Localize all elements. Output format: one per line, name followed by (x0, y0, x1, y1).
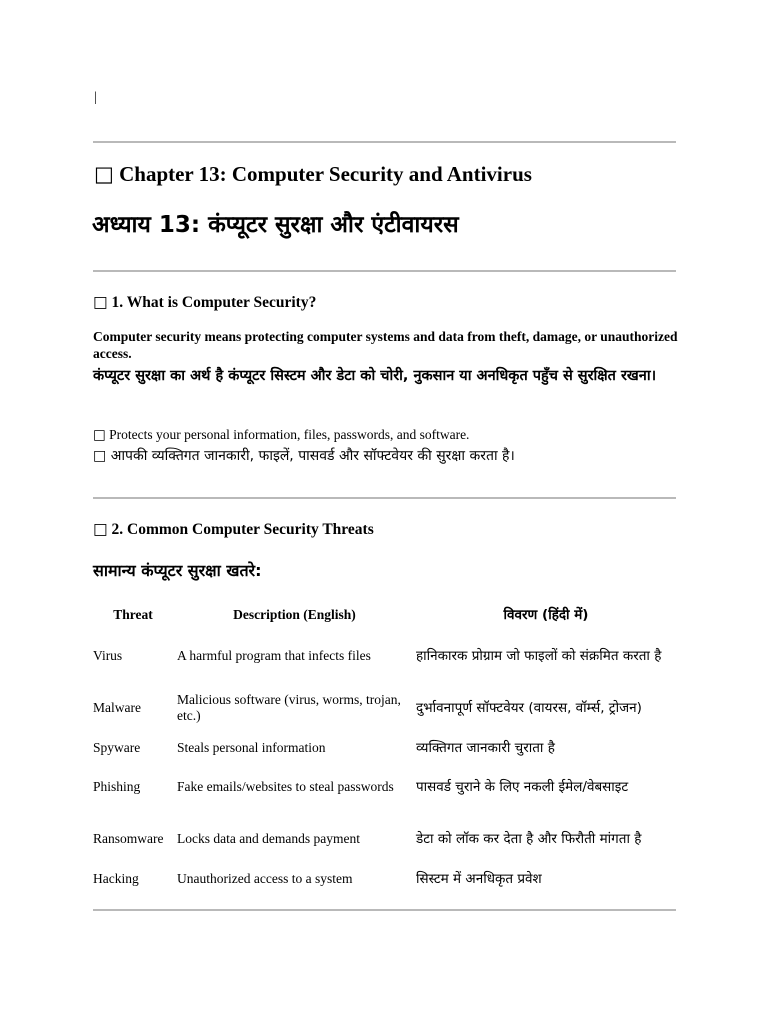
box-icon: □ (93, 293, 108, 311)
threat-desc-hindi: डेटा को लॉक कर देता है और फिरौती मांगता है (416, 831, 642, 847)
table-row (91, 813, 678, 865)
point-english-text: Protects your personal information, files, passwords, and software. (109, 427, 470, 442)
definition-english: Computer security means protecting computer systems and data from theft, damage, or unauthorized access. (93, 329, 678, 361)
divider (93, 909, 676, 911)
threats-subtitle-hindi: सामान्य कंप्यूटर सुरक्षा खतरे: (93, 561, 262, 580)
threat-desc-english: Malicious software (virus, worms, trojan, etc.) (177, 692, 401, 723)
point-english (93, 427, 469, 443)
threat-name: Virus (93, 648, 123, 663)
point-hindi-text: आपकी व्यक्तिगत जानकारी, फाइलें, पासवर्ड और सॉफ्टवेयर की सुरक्षा करता है। (110, 448, 515, 464)
header-description-hindi: विवरण (हिंदी में) (503, 607, 589, 623)
box-icon: □ (94, 162, 114, 186)
chapter-title-hindi: अध्याय 13: कंप्यूटर सुरक्षा और एंटीवायरस (92, 212, 459, 238)
table-row (91, 865, 678, 892)
box-icon: □ (93, 520, 108, 538)
table-row (91, 761, 678, 813)
section-2-title (93, 520, 374, 539)
threat-desc-hindi: दुर्भावनापूर्ण सॉफ्टवेयर (वायरस, वॉर्म्स, ट्रोजन) (416, 700, 642, 716)
table-row (91, 682, 678, 734)
section-1-title-text: 1. What is Computer Security? (111, 294, 317, 311)
box-icon: □ (93, 427, 106, 443)
threat-desc-hindi: पासवर्ड चुराने के लिए नकली ईमेल/वेबसाइट (416, 779, 629, 795)
definition-hindi: कंप्यूटर सुरक्षा का अर्थ है कंप्यूटर सिस्टम और डेटा को चोरी, नुकसान या अनधिकृत पहुँच से सुरक्षित रखना। (93, 368, 657, 384)
threats-table (91, 600, 678, 892)
threat-name: Malware (93, 700, 141, 715)
threat-desc-english: Steals personal information (177, 739, 326, 755)
chapter-title (94, 162, 532, 187)
box-icon: □ (93, 448, 107, 464)
section-2-title-text: 2. Common Computer Security Threats (111, 521, 374, 538)
threat-desc-hindi: हानिकारक प्रोग्राम जो फाइलों को संक्रमित करता है (416, 648, 662, 664)
table-header-row (91, 600, 678, 630)
threat-desc-english: A harmful program that infects files (177, 648, 371, 663)
table-row (91, 734, 678, 761)
header-description-english: Description (English) (233, 607, 356, 622)
divider (93, 497, 676, 499)
section-1-title (93, 293, 316, 312)
divider (93, 141, 676, 143)
text-cursor-mark: | (94, 90, 97, 105)
threat-desc-hindi: सिस्टम में अनधिकृत प्रवेश (416, 870, 542, 887)
divider (93, 270, 676, 272)
header-threat: Threat (113, 607, 153, 622)
threat-name: Spyware (93, 739, 141, 755)
threat-desc-english: Fake emails/websites to steal passwords (177, 779, 394, 794)
threat-name: Ransomware (93, 831, 164, 846)
threat-name: Hacking (93, 870, 139, 886)
threat-desc-english: Locks data and demands payment (177, 831, 360, 846)
chapter-title-text: Chapter 13: Computer Security and Antivirus (119, 162, 532, 186)
threat-desc-english: Unauthorized access to a system (177, 870, 353, 886)
point-hindi (93, 446, 515, 465)
threat-desc-hindi: व्यक्तिगत जानकारी चुराता है (416, 739, 555, 756)
table-row (91, 630, 678, 682)
threat-name: Phishing (93, 779, 141, 794)
